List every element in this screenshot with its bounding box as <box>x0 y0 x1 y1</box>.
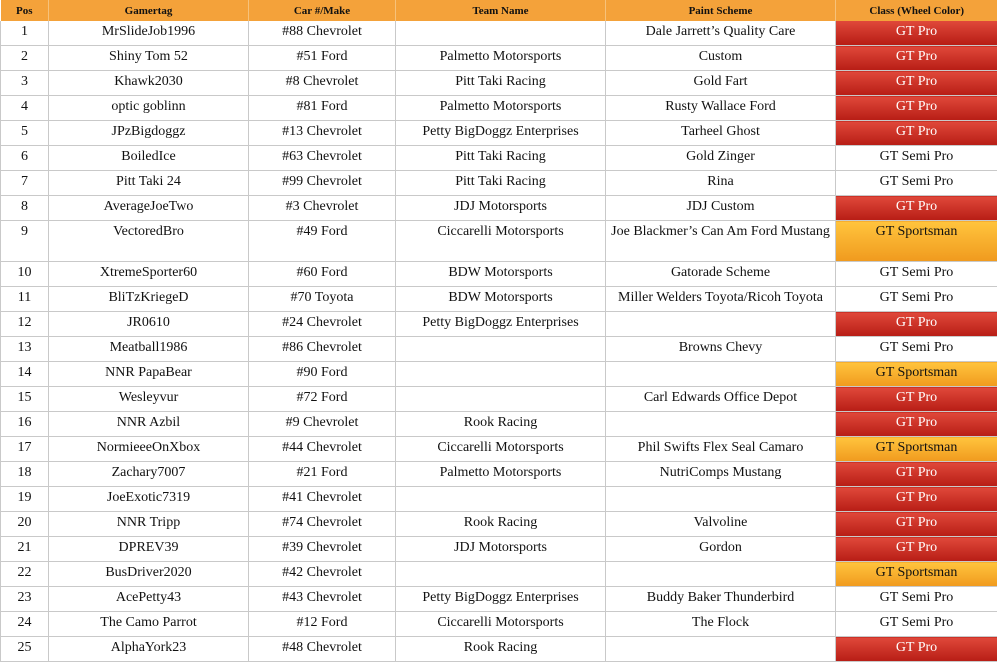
cell-car: #86 Chevrolet <box>249 337 396 362</box>
cell-pos: 19 <box>1 487 49 512</box>
cell-pos: 21 <box>1 537 49 562</box>
cell-class: GT Semi Pro <box>836 171 997 196</box>
cell-car: #43 Chevrolet <box>249 587 396 612</box>
cell-class: GT Pro <box>836 71 997 96</box>
cell-gamertag: JR0610 <box>49 312 249 337</box>
cell-team: Rook Racing <box>396 412 606 437</box>
cell-paint <box>606 362 836 387</box>
cell-paint: Rina <box>606 171 836 196</box>
table-row <box>1 512 997 537</box>
cell-team: BDW Motorsports <box>396 287 606 312</box>
cell-pos: 10 <box>1 262 49 287</box>
cell-car: #63 Chevrolet <box>249 146 396 171</box>
cell-class: GT Pro <box>836 637 997 662</box>
cell-gamertag: NNR Tripp <box>49 512 249 537</box>
header-team: Team Name <box>396 0 606 21</box>
cell-team <box>396 21 606 46</box>
cell-gamertag: DPREV39 <box>49 537 249 562</box>
cell-car: #41 Chevrolet <box>249 487 396 512</box>
cell-class: GT Pro <box>836 121 997 146</box>
cell-class: GT Semi Pro <box>836 287 997 312</box>
cell-gamertag: Khawk2030 <box>49 71 249 96</box>
cell-team: JDJ Motorsports <box>396 537 606 562</box>
cell-class: GT Pro <box>836 196 997 221</box>
table-row <box>1 387 997 412</box>
cell-car: #39 Chevrolet <box>249 537 396 562</box>
cell-team: Rook Racing <box>396 637 606 662</box>
cell-class: GT Pro <box>836 537 997 562</box>
header-class: Class (Wheel Color) <box>836 0 997 21</box>
cell-team <box>396 387 606 412</box>
cell-pos: 14 <box>1 362 49 387</box>
cell-team <box>396 362 606 387</box>
header-gamertag: Gamertag <box>49 0 249 21</box>
cell-team: Pitt Taki Racing <box>396 146 606 171</box>
cell-team: Ciccarelli Motorsports <box>396 612 606 637</box>
header-car: Car #/Make <box>249 0 396 21</box>
table-row <box>1 312 997 337</box>
cell-gamertag: XtremeSporter60 <box>49 262 249 287</box>
table-row <box>1 362 997 387</box>
cell-team: JDJ Motorsports <box>396 196 606 221</box>
cell-car: #48 Chevrolet <box>249 637 396 662</box>
cell-pos: 5 <box>1 121 49 146</box>
cell-gamertag: Shiny Tom 52 <box>49 46 249 71</box>
cell-class: GT Sportsman <box>836 562 997 587</box>
cell-gamertag: MrSlideJob1996 <box>49 21 249 46</box>
cell-team: Ciccarelli Motorsports <box>396 221 606 262</box>
cell-pos: 25 <box>1 637 49 662</box>
cell-class: GT Pro <box>836 21 997 46</box>
cell-team <box>396 337 606 362</box>
cell-gamertag: JoeExotic7319 <box>49 487 249 512</box>
table-row <box>1 412 997 437</box>
header-pos: Pos <box>1 0 49 21</box>
cell-class: GT Semi Pro <box>836 612 997 637</box>
cell-team <box>396 487 606 512</box>
table-row <box>1 171 997 196</box>
cell-car: #24 Chevrolet <box>249 312 396 337</box>
cell-class: GT Pro <box>836 46 997 71</box>
cell-paint: The Flock <box>606 612 836 637</box>
cell-pos: 3 <box>1 71 49 96</box>
cell-car: #8 Chevrolet <box>249 71 396 96</box>
cell-class: GT Sportsman <box>836 362 997 387</box>
table-row <box>1 71 997 96</box>
cell-paint: Buddy Baker Thunderbird <box>606 587 836 612</box>
cell-gamertag: Pitt Taki 24 <box>49 171 249 196</box>
cell-gamertag: AlphaYork23 <box>49 637 249 662</box>
cell-class: GT Semi Pro <box>836 587 997 612</box>
cell-class: GT Pro <box>836 312 997 337</box>
table-row <box>1 437 997 462</box>
cell-pos: 22 <box>1 562 49 587</box>
cell-paint: Gold Zinger <box>606 146 836 171</box>
cell-pos: 11 <box>1 287 49 312</box>
cell-car: #88 Chevrolet <box>249 21 396 46</box>
cell-team: Petty BigDoggz Enterprises <box>396 587 606 612</box>
cell-car: #81 Ford <box>249 96 396 121</box>
cell-gamertag: BoiledIce <box>49 146 249 171</box>
table-row <box>1 612 997 637</box>
table-row <box>1 537 997 562</box>
cell-car: #12 Ford <box>249 612 396 637</box>
cell-pos: 4 <box>1 96 49 121</box>
cell-pos: 24 <box>1 612 49 637</box>
cell-car: #74 Chevrolet <box>249 512 396 537</box>
cell-team: Rook Racing <box>396 512 606 537</box>
cell-gamertag: optic goblinn <box>49 96 249 121</box>
cell-paint: Gold Fart <box>606 71 836 96</box>
cell-pos: 15 <box>1 387 49 412</box>
table-row <box>1 562 997 587</box>
cell-car: #90 Ford <box>249 362 396 387</box>
cell-paint: Custom <box>606 46 836 71</box>
cell-paint: NutriComps Mustang <box>606 462 836 487</box>
cell-gamertag: Zachary7007 <box>49 462 249 487</box>
table-row <box>1 587 997 612</box>
cell-pos: 1 <box>1 21 49 46</box>
cell-paint: Browns Chevy <box>606 337 836 362</box>
cell-car: #3 Chevrolet <box>249 196 396 221</box>
cell-paint: Gatorade Scheme <box>606 262 836 287</box>
table-row <box>1 637 997 662</box>
cell-class: GT Semi Pro <box>836 262 997 287</box>
cell-paint: Phil Swifts Flex Seal Camaro <box>606 437 836 462</box>
cell-class: GT Pro <box>836 96 997 121</box>
cell-car: #49 Ford <box>249 221 396 262</box>
cell-class: GT Pro <box>836 462 997 487</box>
cell-paint: Rusty Wallace Ford <box>606 96 836 121</box>
cell-pos: 9 <box>1 221 49 262</box>
cell-class: GT Semi Pro <box>836 146 997 171</box>
cell-paint: Gordon <box>606 537 836 562</box>
table-row <box>1 196 997 221</box>
cell-team: Pitt Taki Racing <box>396 71 606 96</box>
cell-car: #51 Ford <box>249 46 396 71</box>
table-row <box>1 287 997 312</box>
cell-pos: 7 <box>1 171 49 196</box>
cell-pos: 20 <box>1 512 49 537</box>
table-row <box>1 21 997 46</box>
cell-paint: Joe Blackmer’s Can Am Ford Mustang <box>606 221 836 262</box>
cell-car: #42 Chevrolet <box>249 562 396 587</box>
cell-gamertag: BliTzKriegeD <box>49 287 249 312</box>
cell-car: #13 Chevrolet <box>249 121 396 146</box>
cell-gamertag: NNR Azbil <box>49 412 249 437</box>
cell-paint: Carl Edwards Office Depot <box>606 387 836 412</box>
cell-team: Palmetto Motorsports <box>396 462 606 487</box>
table-row <box>1 121 997 146</box>
cell-paint <box>606 637 836 662</box>
cell-paint: Tarheel Ghost <box>606 121 836 146</box>
cell-pos: 16 <box>1 412 49 437</box>
cell-class: GT Sportsman <box>836 437 997 462</box>
cell-paint: Dale Jarrett’s Quality Care <box>606 21 836 46</box>
table-body <box>1 21 997 662</box>
cell-car: #9 Chevrolet <box>249 412 396 437</box>
cell-gamertag: VectoredBro <box>49 221 249 262</box>
cell-gamertag: NormieeeOnXbox <box>49 437 249 462</box>
cell-pos: 8 <box>1 196 49 221</box>
cell-car: #21 Ford <box>249 462 396 487</box>
cell-paint: Miller Welders Toyota/Ricoh Toyota <box>606 287 836 312</box>
cell-paint <box>606 487 836 512</box>
table-row <box>1 462 997 487</box>
cell-team: Pitt Taki Racing <box>396 171 606 196</box>
cell-team <box>396 562 606 587</box>
cell-gamertag: Meatball1986 <box>49 337 249 362</box>
cell-team: Palmetto Motorsports <box>396 96 606 121</box>
cell-class: GT Pro <box>836 412 997 437</box>
cell-car: #72 Ford <box>249 387 396 412</box>
cell-class: GT Sportsman <box>836 221 997 262</box>
cell-paint <box>606 312 836 337</box>
cell-class: GT Pro <box>836 487 997 512</box>
cell-gamertag: JPzBigdoggz <box>49 121 249 146</box>
table-row <box>1 146 997 171</box>
cell-pos: 18 <box>1 462 49 487</box>
cell-pos: 2 <box>1 46 49 71</box>
cell-pos: 13 <box>1 337 49 362</box>
table-header <box>1 0 997 21</box>
cell-paint: JDJ Custom <box>606 196 836 221</box>
header-row <box>1 0 997 21</box>
table-row <box>1 487 997 512</box>
cell-gamertag: BusDriver2020 <box>49 562 249 587</box>
cell-car: #60 Ford <box>249 262 396 287</box>
cell-gamertag: Wesleyvur <box>49 387 249 412</box>
table-row <box>1 221 997 262</box>
cell-team: BDW Motorsports <box>396 262 606 287</box>
header-paint: Paint Scheme <box>606 0 836 21</box>
cell-team: Petty BigDoggz Enterprises <box>396 121 606 146</box>
cell-pos: 12 <box>1 312 49 337</box>
cell-paint: Valvoline <box>606 512 836 537</box>
cell-car: #70 Toyota <box>249 287 396 312</box>
cell-gamertag: AcePetty43 <box>49 587 249 612</box>
cell-paint <box>606 412 836 437</box>
cell-gamertag: The Camo Parrot <box>49 612 249 637</box>
cell-car: #44 Chevrolet <box>249 437 396 462</box>
cell-pos: 23 <box>1 587 49 612</box>
cell-pos: 17 <box>1 437 49 462</box>
table-row <box>1 337 997 362</box>
cell-team: Palmetto Motorsports <box>396 46 606 71</box>
cell-paint <box>606 562 836 587</box>
table-row <box>1 46 997 71</box>
cell-gamertag: AverageJoeTwo <box>49 196 249 221</box>
cell-gamertag: NNR PapaBear <box>49 362 249 387</box>
table-row <box>1 96 997 121</box>
cell-class: GT Semi Pro <box>836 337 997 362</box>
cell-pos: 6 <box>1 146 49 171</box>
cell-team: Petty BigDoggz Enterprises <box>396 312 606 337</box>
cell-team: Ciccarelli Motorsports <box>396 437 606 462</box>
cell-car: #99 Chevrolet <box>249 171 396 196</box>
table-row <box>1 262 997 287</box>
cell-class: GT Pro <box>836 512 997 537</box>
cell-class: GT Pro <box>836 387 997 412</box>
